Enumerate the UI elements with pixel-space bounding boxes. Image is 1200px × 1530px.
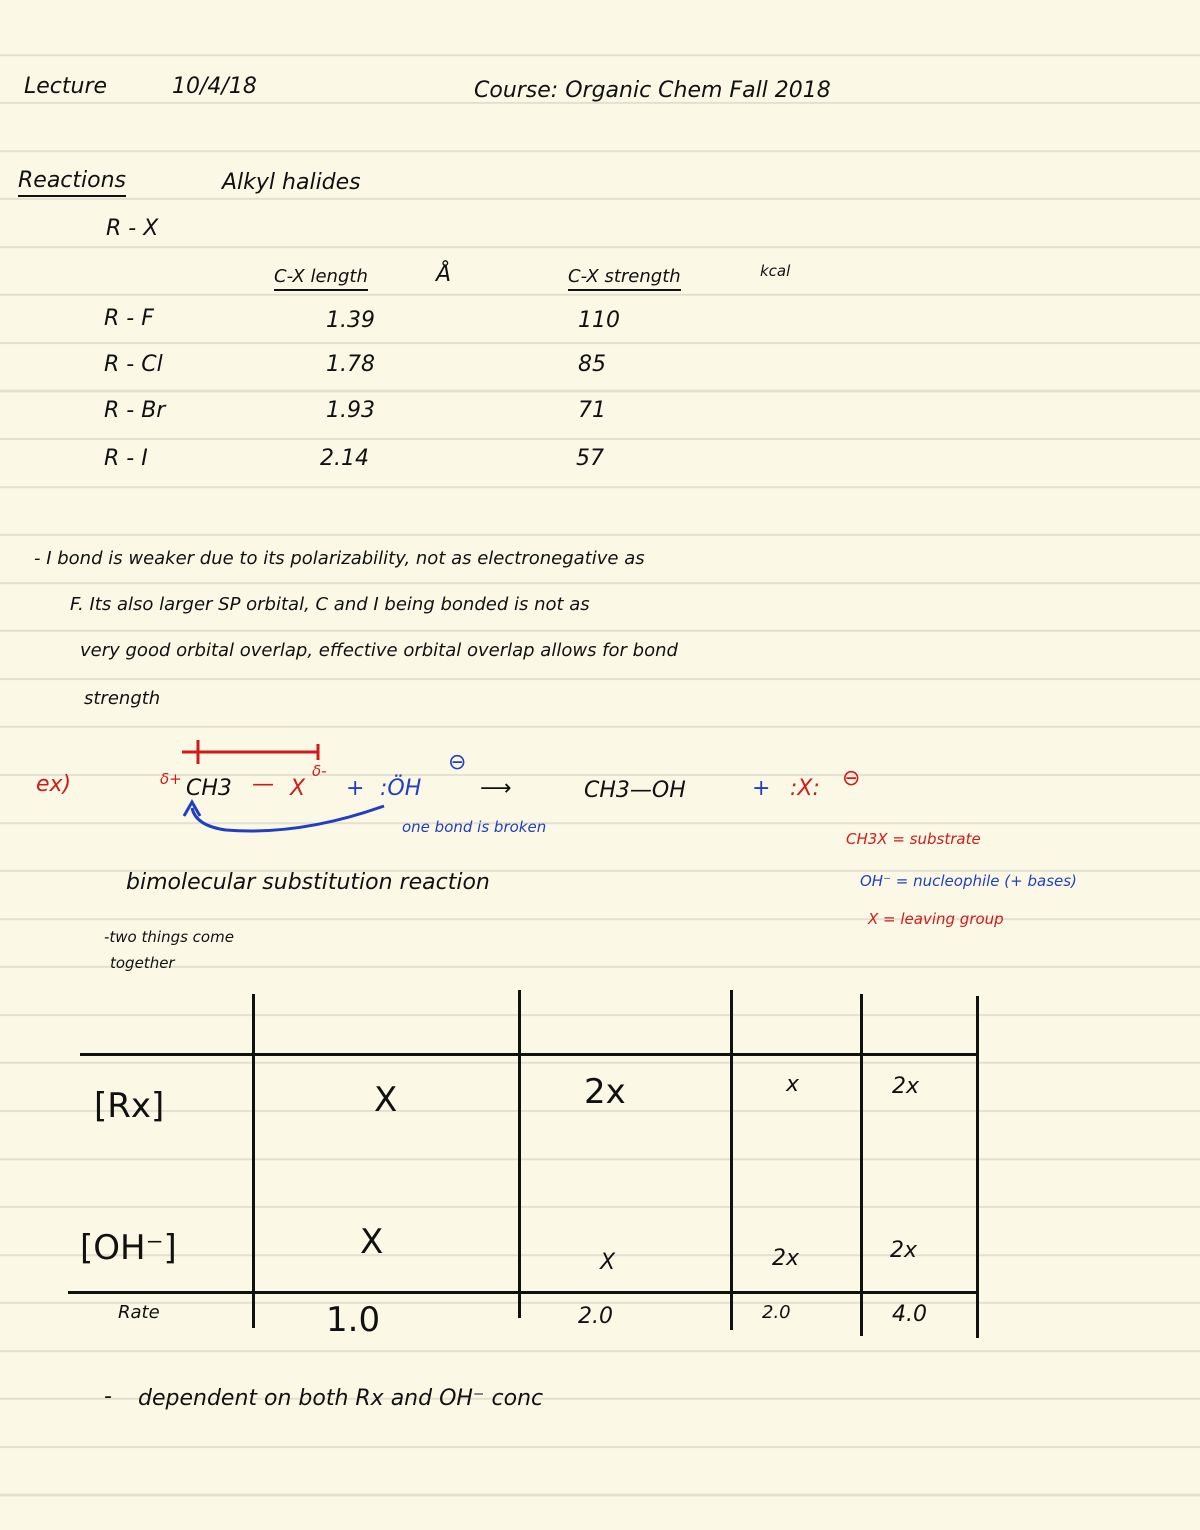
section-heading: Reactions [18, 168, 126, 197]
nucleophile-charge: ⊖ [448, 750, 467, 775]
rate-cell: 1.0 [326, 1300, 381, 1340]
bond-length: 1.39 [326, 308, 375, 333]
reactant-bond: — [252, 772, 274, 797]
bond-strength: 71 [578, 398, 606, 423]
note-line: very good orbital overlap, effective orbital overlap allows for bond [80, 640, 678, 661]
section-topic: Alkyl halides [222, 170, 361, 195]
conclusion-dash: - [104, 1384, 112, 1409]
strength-header: C-X strength [568, 266, 681, 291]
general-formula: R - X [106, 216, 159, 241]
length-unit: Å [436, 262, 452, 287]
strength-unit: kcal [760, 262, 791, 280]
lecture-label: Lecture [24, 74, 108, 99]
bimolecular-sub: -two things come [104, 928, 234, 946]
row-label-rx: [Rx] [94, 1086, 165, 1126]
note-line: strength [84, 688, 161, 709]
lecture-date: 10/4/18 [172, 74, 257, 99]
product: CH3—OH [584, 778, 686, 803]
leaving-ion: :X: [790, 776, 820, 801]
rate-cell: 2.0 [578, 1304, 613, 1329]
key-leaving-group: X = leaving group [868, 910, 1004, 928]
rx-cell: x [786, 1072, 800, 1097]
rate-cell: 2.0 [762, 1302, 791, 1323]
bond-strength: 110 [578, 308, 620, 333]
note-line: F. Its also larger SP orbital, C and I being bonded is not as [70, 594, 590, 615]
bond-strength: 57 [576, 446, 604, 471]
oh-cell: X [360, 1222, 384, 1262]
example-label: ex) [36, 772, 72, 797]
course-title: Course: Organic Chem Fall 2018 [474, 78, 831, 103]
plus-sign: + [346, 776, 365, 801]
oh-cell: 2x [772, 1246, 800, 1271]
bond-label: R - F [104, 306, 154, 331]
rx-cell: X [374, 1080, 398, 1120]
bimolecular-sub: together [110, 954, 175, 972]
reactant-leaving-group: X [290, 776, 306, 801]
arrow-note: one bond is broken [402, 818, 547, 836]
bond-label: R - Br [104, 398, 166, 423]
bond-length: 1.93 [326, 398, 375, 423]
key-nucleophile: OH⁻ = nucleophile (+ bases) [860, 872, 1077, 890]
reactant-ch3: CH3 [186, 776, 232, 801]
row-label-rate: Rate [118, 1302, 160, 1323]
bond-length: 2.14 [320, 446, 369, 471]
rate-cell: 4.0 [892, 1302, 927, 1327]
rx-cell: 2x [892, 1074, 920, 1099]
note-line: - I bond is weaker due to its polarizability, not as electronegative as [34, 548, 645, 569]
row-label-oh: [OH⁻] [80, 1228, 177, 1268]
partial-charge-pos: δ- [312, 762, 327, 780]
length-header: C-X length [274, 266, 368, 291]
curved-arrow-icon [192, 806, 384, 831]
rx-cell: 2x [584, 1072, 626, 1112]
oh-cell: X [600, 1250, 616, 1275]
key-substrate: CH3X = substrate [846, 830, 981, 848]
bond-strength: 85 [578, 352, 606, 377]
nucleophile: :ÖH [380, 776, 422, 801]
conclusion-text: dependent on both Rx and OH⁻ conc [138, 1386, 544, 1411]
partial-charge-neg: δ+ [160, 770, 182, 788]
bond-label: R - Cl [104, 352, 163, 377]
bimolecular-title: bimolecular substitution reaction [126, 870, 490, 895]
leaving-ion-charge: ⊖ [842, 766, 861, 791]
bond-length: 1.78 [326, 352, 375, 377]
plus-sign: + [752, 776, 771, 801]
oh-cell: 2x [890, 1238, 918, 1263]
bond-label: R - I [104, 446, 148, 471]
reaction-arrow: ⟶ [480, 776, 512, 801]
